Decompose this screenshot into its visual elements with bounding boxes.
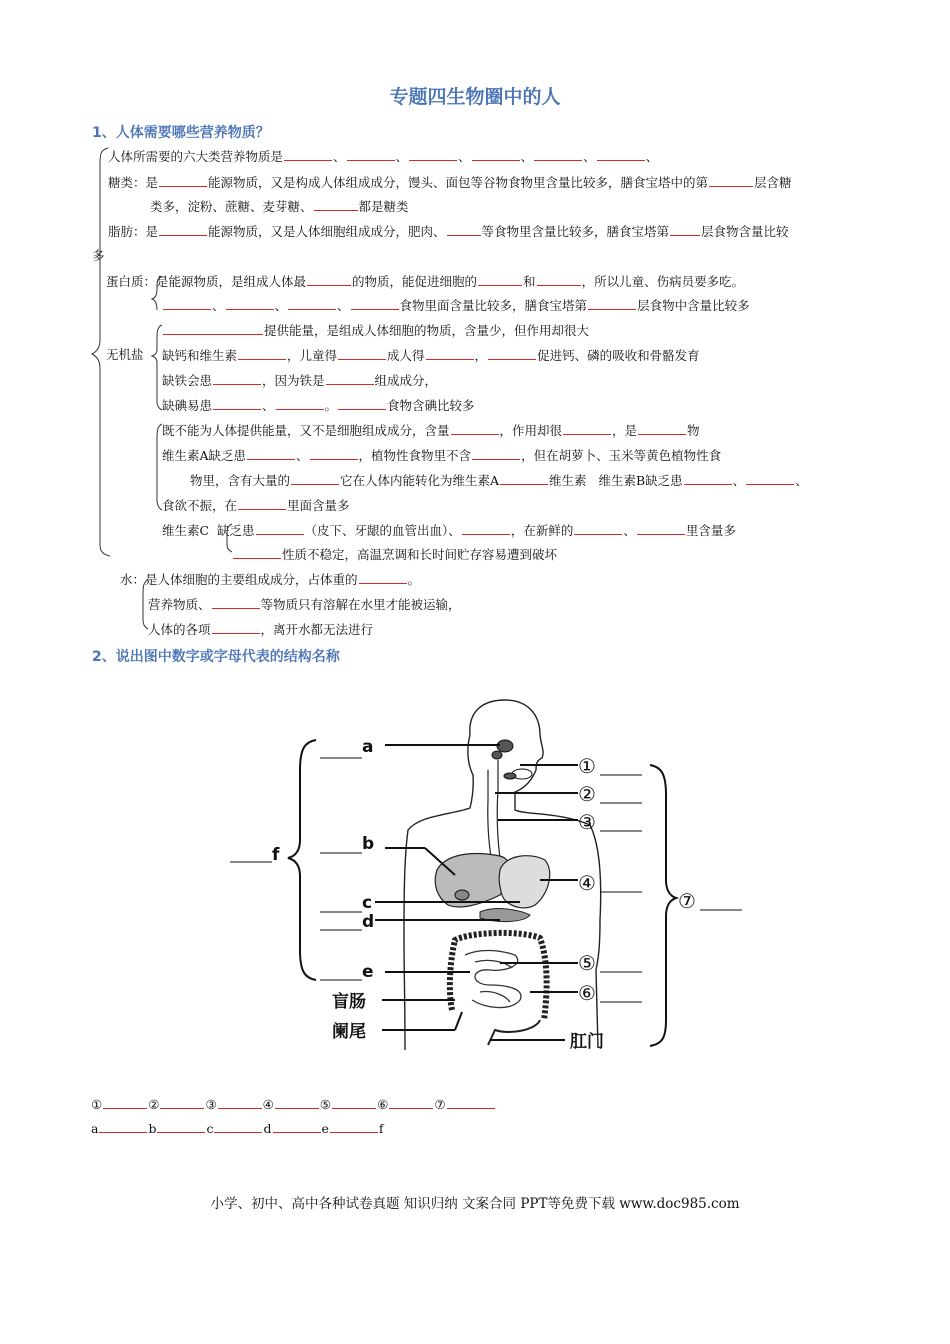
answer-blank[interactable] [447,1096,495,1109]
right-brace [650,765,676,1046]
stomach [499,856,550,908]
label-5: ⑤ [578,951,596,975]
sugar-line-1: 糖类：是 能源物质，又是构成人体组成成分，馒头、面包等谷物食物里含量比较多，膳食宝塔中的第 层含糖 [108,175,792,190]
label-2: ② [578,782,596,806]
answer-blank[interactable] [273,1120,321,1133]
mineral-line-1: 提供能量，是组成人体细胞的物质，含量少，但作用却很大 [162,322,589,339]
answer-blank[interactable] [218,1096,262,1109]
water-line-3: 人体的各项 ，离开水都无法进行 [148,622,374,637]
mineral-line-2: 缺钙和维生素 ，儿童得 成人得 ， 促进钙、磷的吸收和骨骼发育 [162,348,700,363]
section1-heading: 1、人体需要哪些营养物质？ [92,125,270,141]
label-cecum: 盲肠 [332,992,366,1012]
fat-line-1: 脂肪：是 能源物质，又是人体细胞组成成分，肥肉、 等食物里含量比较多，膳食宝塔第 层食物含量比较 [108,224,789,239]
vitamin-line-3: 物里，含有大量的 它在人体内能转化为维生素A 维生素 维生素B缺乏患 、 、 [190,473,808,488]
left-brace [288,740,316,980]
protein-line-2: 、 、 、 食物里面含量比较多，膳食宝塔第 层食物中含量比较多 [162,297,750,314]
six-nutrients-line: 人体所需要的六大类营养物质是 、 、 、 、 、 、 [108,149,659,164]
label-appendix: 阑尾 [332,1022,366,1042]
mineral-line-4: 缺碘易患 、 。 食物含碘比较多 [162,398,475,413]
vitamin-line-6: 性质不稳定，高温烹调和长时间贮存容易遭到破坏 [232,546,557,563]
answer-row-letters: a b c d e f [91,1121,384,1136]
fat-line-2: 多 [92,248,105,263]
label-1: ① [578,754,596,778]
rectum [488,1020,540,1045]
text: 人体所需要的六大类营养物质是 [108,149,284,164]
answer-blank[interactable] [332,1096,376,1109]
sugar-line-2: 类多，淀粉、蔗糖、麦芽糖、 都是糖类 [150,199,409,214]
vitamin-line-2: 维生素A缺乏患 、 ，植物性食物里不含 ，但在胡萝卜、玉米等黄色植物性食 [162,448,722,463]
answer-blank[interactable] [330,1120,378,1133]
label-d: d [362,912,375,932]
label-anus: 肛门 [570,1032,604,1052]
label-f: f [272,845,280,865]
small-intestine [465,950,521,1007]
section2-heading: 2、说出图中数字或字母代表的结构名称 [92,649,340,665]
vitamin-line-1: 既不能为人体提供能量，又不是细胞组成成分，含量 ，作用却很 ，是 物 [162,423,700,438]
label-c: c [362,893,373,913]
page-footer: 小学、初中、高中各种试卷真题 知识归纳 文案合同 PPT等免费下载 www.doc985.com [210,1196,740,1212]
gallbladder [455,890,469,900]
label-4: ④ [578,871,596,895]
answer-blank[interactable] [103,1096,147,1109]
label-6: ⑥ [578,981,596,1005]
page-title: 专题四生物圈中的人 [389,86,561,108]
answer-blank[interactable] [275,1096,319,1109]
answer-blank[interactable] [160,1096,204,1109]
label-e: e [362,962,374,982]
water-line-1: 水：是人体细胞的主要组成成分，占体重的 。 [120,572,421,587]
vitamin-line-4: 食欲不振，在 里面含量多 [162,498,350,513]
water-line-2: 营养物质、 等物质只有溶解在水里才能被运输， [148,597,461,612]
answer-blank[interactable] [389,1096,433,1109]
label-a: a [362,737,374,757]
answer-row-numbers: ① ② ③ ④ ⑤ ⑥ ⑦ [91,1096,496,1113]
answer-blank[interactable] [99,1120,147,1133]
label-7: ⑦ [678,889,696,913]
answer-blank[interactable] [214,1120,262,1133]
mineral-line-3: 缺铁会患 ，因为铁是 组成成分， [162,373,438,388]
label-b: b [362,834,375,854]
vitamin-line-5: 维生素C 缺乏患 （皮下、牙龈的血管出血）、 ，在新鲜的 、 里含量多 [162,523,736,538]
protein-line-1: 蛋白质：是能源物质，是组成人体最 的物质，能促进细胞的 和 ，所以儿童、伤病员要多吃。 [106,274,745,289]
answer-blank[interactable] [157,1120,205,1133]
mineral-label: 无机盐 [106,347,144,362]
label-3: ③ [578,810,596,834]
